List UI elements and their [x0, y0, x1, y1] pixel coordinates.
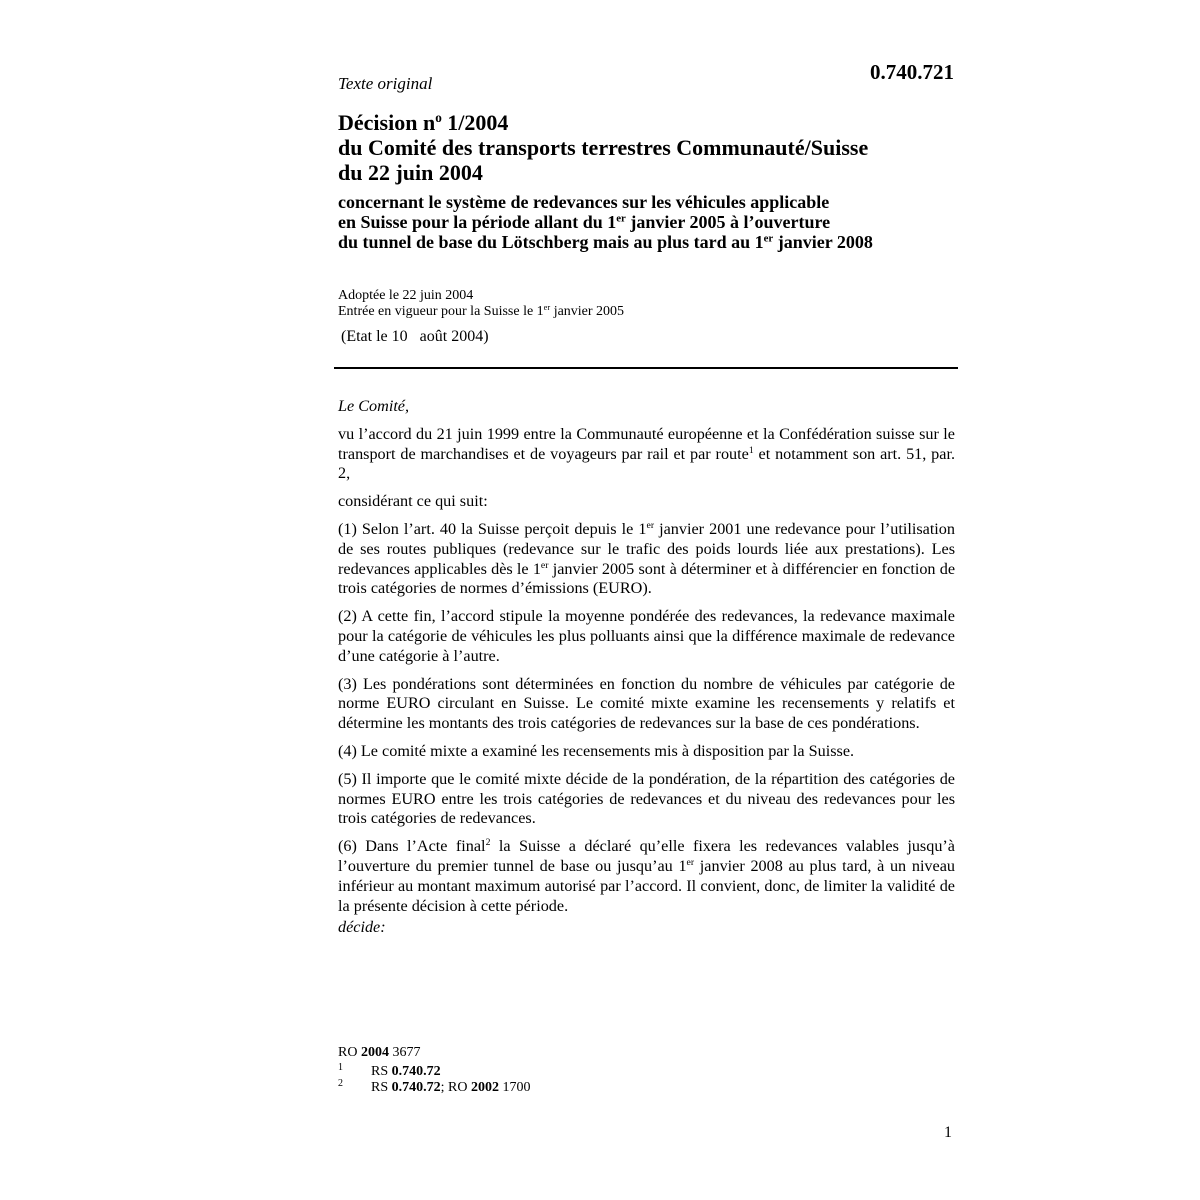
le-comite: Le Comité,	[338, 397, 410, 415]
footnote-2-text: RS 0.740.72; RO 2002 1700	[371, 1080, 531, 1095]
title-line-3: du 22 juin 2004	[338, 160, 483, 185]
subtitle-line-3: du tunnel de base du Lötschberg mais au plus tard au 1er janvier 2008	[338, 232, 873, 252]
footnote-ref-1[interactable]: 1	[748, 444, 754, 456]
footnote-1-number: 1	[338, 1062, 343, 1073]
recital-6: (6) Dans l’Acte final$^2$ la Suisse a déclaré qu’elle fixera les redevances valables jusqu’à l’ouverture du premier tunnel de base ou jusqu’au 1er janvier 2008 au plus tard, à un niveau inférieur au montant maximum autorisé par l’accord. Il convient, donc, de limiter la validité de la présente décision à cette période.	[338, 837, 955, 915]
document-title	[338, 110, 868, 185]
recital-4: (4) Le comité mixte a examiné les recensements mis à disposition par la Suisse.	[338, 741, 855, 760]
title-line-2: du Comité des transports terrestres Communauté/Suisse	[338, 135, 869, 160]
considerant: considérant ce qui suit:	[338, 492, 488, 511]
document-number: 0.740.721	[870, 60, 954, 84]
adoptee-date: Adoptée le 22 juin 2004	[338, 288, 474, 303]
recital-1: (1) Selon l’art. 40 la Suisse perçoit depuis le 1er janvier 2001 une redevance pour l’utilisation de ses routes publiques (redevance sur le trafic des poids lourds liée aux prestations). Les redevances applicables dès le 1er janvier 2005 sont à déterminer et à différencier en fonction de trois catégories de normes d’émissions (EURO).	[338, 519, 956, 598]
ro-reference: RO 2004 3677	[338, 1045, 421, 1060]
texte-original-label: Texte original	[338, 74, 433, 93]
page-number: 1	[944, 1124, 952, 1141]
document-subtitle	[338, 192, 873, 252]
horizontal-rule	[334, 367, 958, 369]
recital-2: (2) A cette fin, l’accord stipule la moyenne pondérée des redevances, la redevance maximale pour la catégorie de véhicules les plus polluants ainsi que la différence maximale de redevance d’une catégorie à l’autre.	[338, 607, 955, 665]
recital-5: (5) Il importe que le comité mixte décide de la pondération, de la répartition des catégories de normes EURO entre les trois catégories de redevances et du niveau des redevances pour les trois catégories de redevances.	[338, 769, 955, 828]
etat-date: (Etat le 10 août 2004)	[341, 328, 489, 345]
adoption-dates	[338, 288, 624, 320]
footnote-ref-2[interactable]: 2	[485, 837, 491, 849]
title-line-1: Décision $n^o$ 1/2004	[338, 110, 509, 135]
footnote-1-text: RS 0.740.72	[371, 1064, 441, 1079]
recital-3: (3) Les pondérations sont déterminées en fonction du nombre de véhicules par catégorie de norme EURO circulant en Suisse. Le comité mixte examine les recensements y relatifs et détermine les montants des trois catégories de redevances sur la base de ces pondérations.	[338, 674, 955, 733]
document-body	[338, 397, 955, 946]
subtitle-line-2: en Suisse pour la période allant du 1er janvier 2005 à l’ouverture	[338, 212, 831, 232]
footnote-2-number: 2	[338, 1078, 343, 1089]
vu-paragraph: vu l’accord du 21 juin 1999 entre la Communauté européenne et la Confédération suisse sur le transport de marchandises et de voyageurs par rail et par route$^1$ et notamment son art. 51, par. 2,	[338, 424, 955, 483]
decide: décide:	[338, 918, 386, 937]
subtitle-line-1: concernant le système de redevances sur les véhicules applicable	[338, 192, 830, 212]
entree-en-vigueur: Entrée en vigueur pour la Suisse le 1er janvier 2005	[338, 302, 625, 319]
